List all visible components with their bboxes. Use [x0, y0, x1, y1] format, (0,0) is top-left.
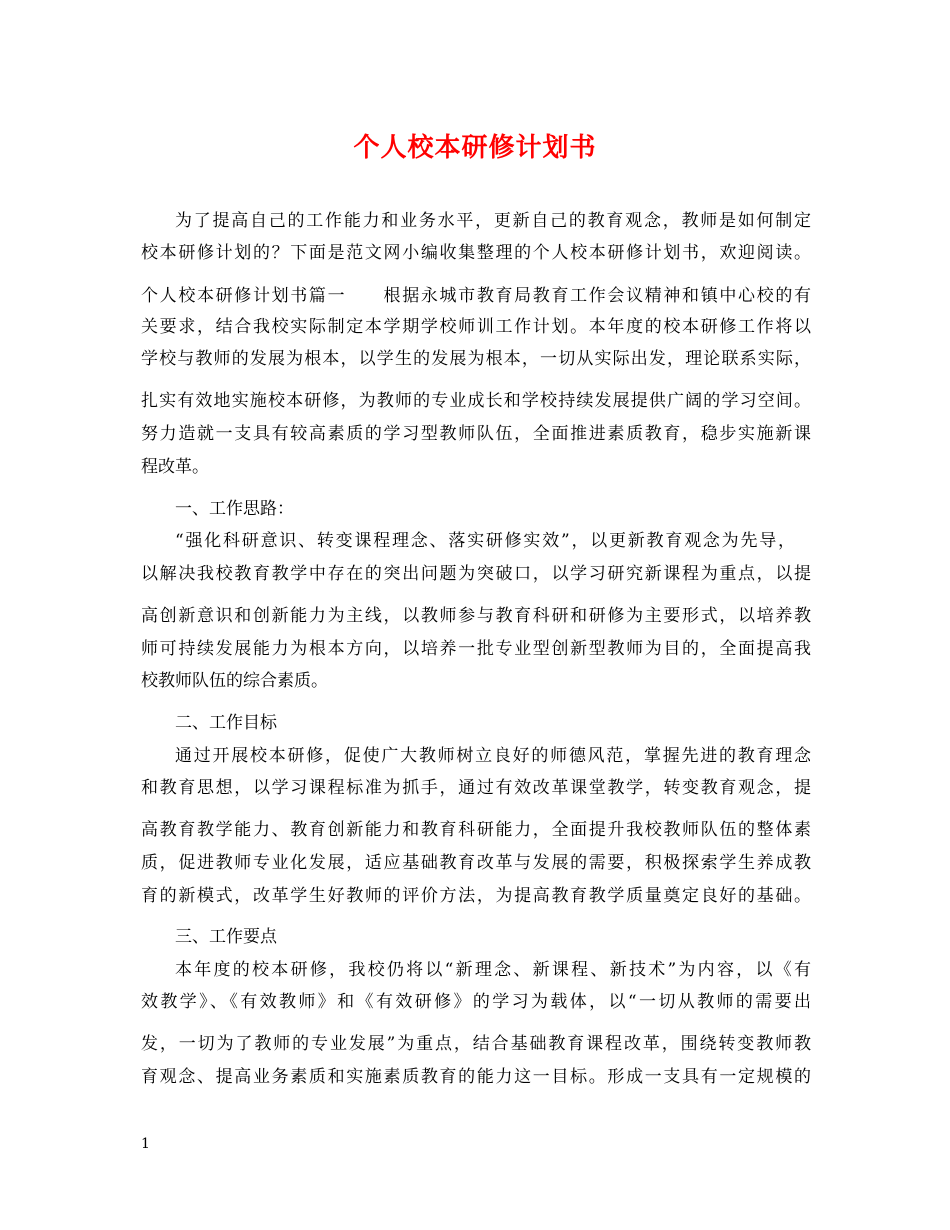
body-line: 师可持续发展能力为根本方向，以培养一批专业型创新型教师为目的，全面提高我 [141, 639, 811, 659]
document-title: 个人校本研修计划书 [353, 133, 597, 163]
section-heading: 一、工作思路： [175, 499, 294, 519]
section-heading: 三、工作要点 [175, 927, 277, 947]
body-line: 本年度的校本研修，我校仍将以“新理念、新课程、新技术”为内容，以《有 [175, 960, 811, 980]
body-line: 育观念、提高业务素质和实施素质教育的能力这一目标。形成一支具有一定规模的 [141, 1067, 811, 1087]
body-line: 高教育教学能力、教育创新能力和教育科研能力，全面提升我校教师队伍的整体素 [141, 820, 811, 840]
body-line: 程改革。 [141, 457, 209, 477]
body-line: 通过开展校本研修，促使广大教师树立良好的师德风范，掌握先进的教育理念 [175, 746, 811, 766]
body-line: 高创新意识和创新能力为主线，以教师参与教育科研和研修为主要形式，以培养教 [141, 606, 811, 626]
page-number: 1 [141, 1136, 150, 1152]
body-line: 以解决我校教育教学中存在的突出问题为突破口，以学习研究新课程为重点，以提 [141, 564, 811, 584]
body-line: 育的新模式，改革学生好教师的评价方法，为提高教育教学质量奠定良好的基础。 [141, 886, 811, 906]
section-heading: 二、工作目标 [175, 713, 277, 733]
body-line: 效教学》、《有效教师》和《有效研修》的学习为载体，以“一切从教师的需要出 [141, 992, 811, 1012]
body-line: “强化科研意识、转变课程理念、落实研修实效”，以更新教育观念为先导， [175, 531, 795, 551]
body-line: 努力造就一支具有较高素质的学习型教师队伍，全面推进素质教育，稳步实施新课 [141, 424, 811, 444]
body-line: 发，一切为了教师的专业发展”为重点，结合基础教育课程改革，围绕转变教师教 [141, 1034, 811, 1054]
body-line: 质，促进教师专业化发展，适应基础教育改革与发展的需要，积极探索学生养成教 [141, 853, 811, 873]
body-line: 校本研修计划的？下面是范文网小编收集整理的个人校本研修计划书，欢迎阅读。 [141, 243, 811, 263]
body-line: 关要求，结合我校实际制定本学期学校师训工作计划。本年度的校本研修工作将以 [141, 317, 811, 337]
body-line: 学校与教师的发展为根本，以学生的发展为根本，一切从实际出发，理论联系实际， [141, 349, 811, 369]
body-line: 个人校本研修计划书篇一 根据永城市教育局教育工作会议精神和镇中心校的有 [141, 286, 811, 306]
body-line: 扎实有效地实施校本研修，为教师的专业成长和学校持续发展提供广阔的学习空间。 [141, 391, 811, 411]
body-line: 校教师队伍的综合素质。 [141, 671, 328, 691]
body-line: 和教育思想，以学习课程标准为抓手，通过有效改革课堂教学，转变教育观念，提 [141, 778, 811, 798]
body-line: 为了提高自己的工作能力和业务水平，更新自己的教育观念，教师是如何制定 [175, 211, 811, 231]
